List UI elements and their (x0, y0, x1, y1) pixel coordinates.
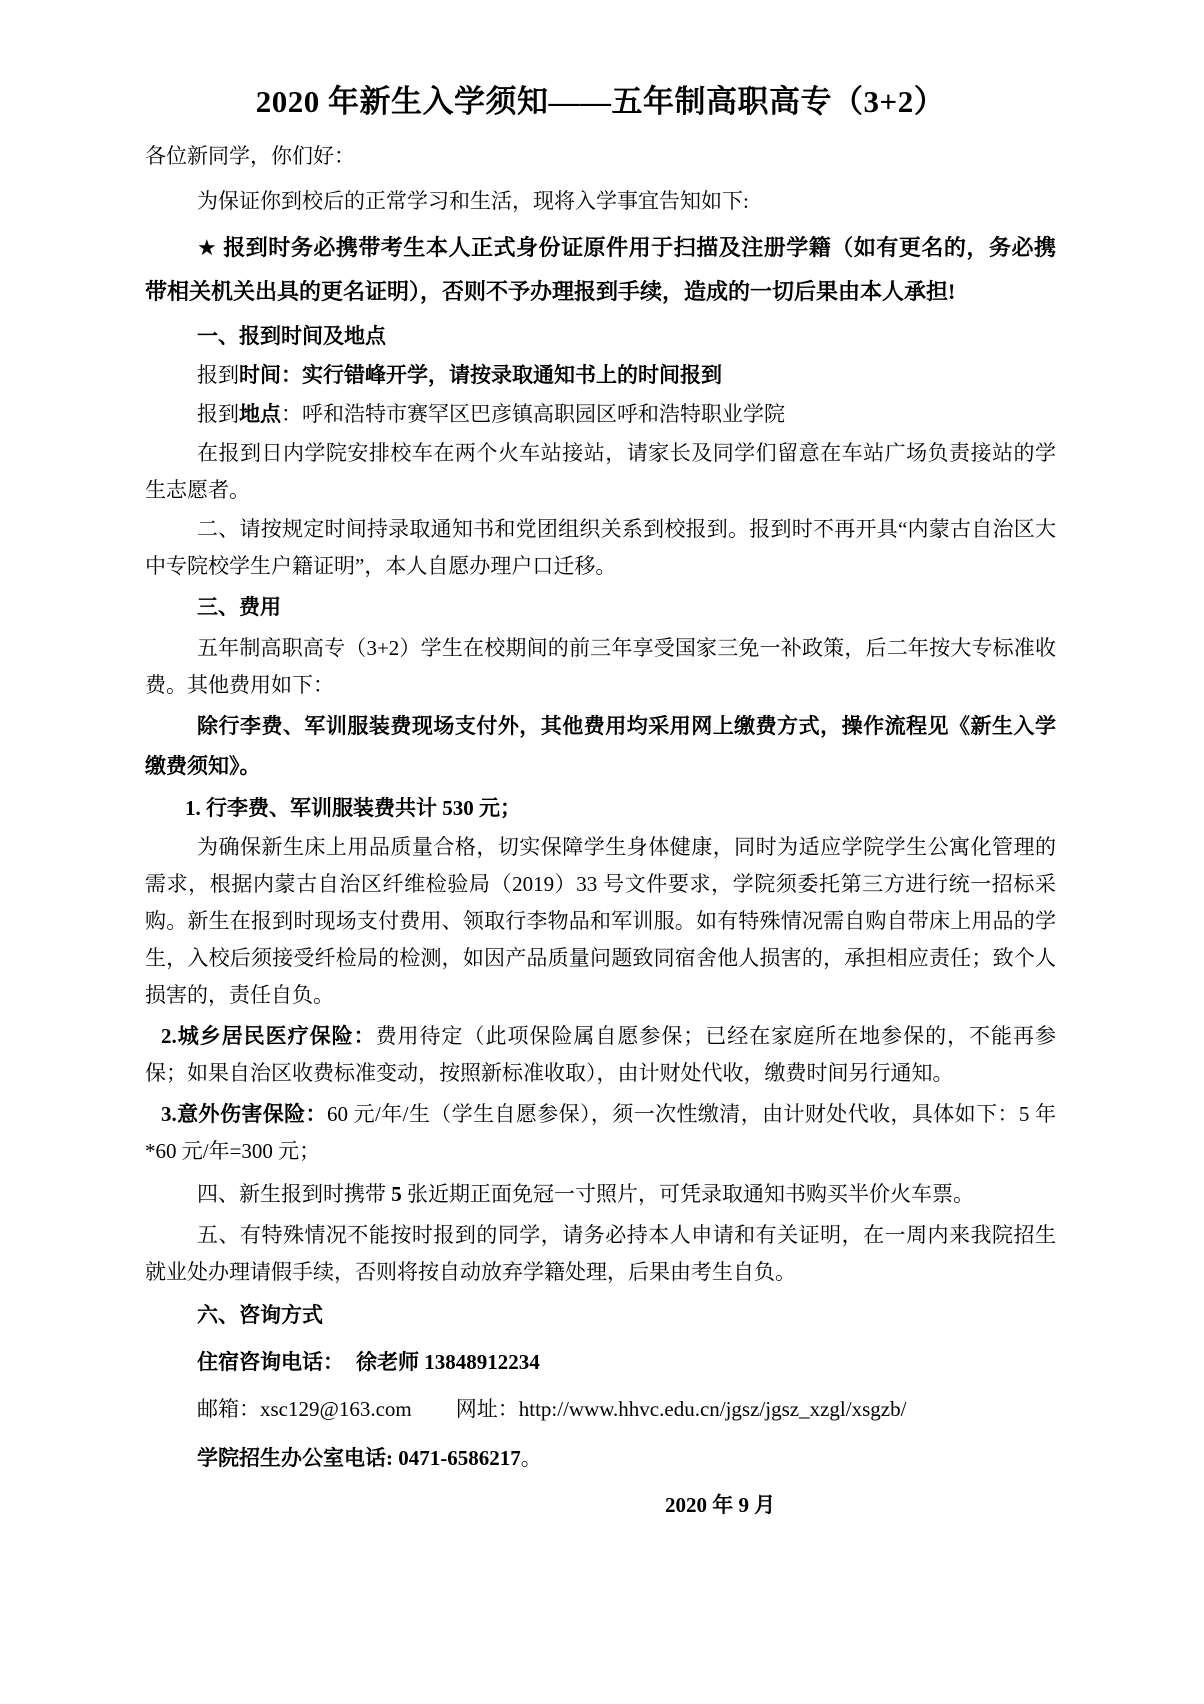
greeting-line: 各位新同学，你们好： (145, 144, 355, 168)
fee-item-3-label: 3.意外伤害保险： (161, 1102, 327, 1126)
section-4-prefix: 四、新生报到时携带 (197, 1182, 392, 1206)
report-place-line (145, 396, 1056, 433)
section-3-heading: 三、费用 (197, 595, 281, 619)
website-url[interactable]: http://www.hhvc.edu.cn/jgsz/jgsz_xzgl/xsgzb/ (518, 1397, 907, 1421)
intro-paragraph: 为保证你到校后的正常学习和生活，现将入学事宜告知如下: (197, 189, 749, 213)
website-label: 网址： (455, 1397, 519, 1421)
shuttle-paragraph: 在报到日内学院安排校车在两个火车站接站，请家长及同学们留意在车站广场负责接站的学生志愿者。 (145, 441, 1056, 502)
fee-item-1-detail: 为确保新生床上用品质量合格，切实保障学生身体健康，同时为适应学院学生公寓化管理的需求，根据内蒙古自治区纤维检验局（2019）33 号文件要求，学院须委托第三方进行统一招标采购。新生在报到时现场支付费用、领取行李物品和军训服。如有特殊情况需自购自带床上用品的学生，入校后须接受纤检局的检测，如因产品质量问题致同宿舍他人损害的，承担相应责任；致个人损害的，责任自负。 (145, 835, 1056, 1007)
document-title: 2020 年新生入学须知——五年制高职高专（3+2） (255, 84, 946, 119)
section-4-suffix: 张近期正面免冠一寸照片，可凭录取通知书购买半价火车票。 (401, 1182, 974, 1206)
date-line: 2020 年 9 月 (665, 1493, 776, 1517)
report-place-label: 地点 (239, 402, 281, 426)
section-1-heading: 一、报到时间及地点 (197, 324, 386, 348)
fee-item-2-text: 费用待定（此项保险属自愿参保；已经在家庭所在地参保的，不能再参保；如果自治区收费标准变动，按照新标准收取），由计财处代收，缴费时间另行通知。 (145, 1024, 1056, 1085)
dorm-phone-label: 住宿咨询电话： (197, 1350, 344, 1374)
report-time-line (145, 357, 1056, 394)
email-address[interactable]: xsc129@163.com (260, 1397, 412, 1421)
email-label: 邮箱： (197, 1397, 260, 1421)
section-4-paragraph (145, 1176, 1056, 1213)
report-place-prefix: 报到 (197, 402, 239, 426)
star-notice-paragraph: ★ 报到时务必携带考生本人正式身份证原件用于扫描及注册学籍（如有更名的，务必携带相关机关出具的更名证明），否则不予办理报到手续，造成的一切后果由本人承担! (145, 235, 1056, 304)
fee-item-2 (145, 1018, 1056, 1092)
dorm-contact-line (145, 1344, 1056, 1381)
email-website-line (145, 1391, 1056, 1428)
fees-intro-paragraph: 五年制高职高专（3+2）学生在校期间的前三年享受国家三免一补政策，后二年按大专标准收费。其他费用如下： (145, 636, 1056, 697)
dorm-phone-value: 徐老师 13848912234 (356, 1350, 540, 1374)
section-5-paragraph: 五、有特殊情况不能按时报到的同学，请务必持本人申请和有关证明，在一周内来我院招生就业处办理请假手续，否则将按自动放弃学籍处理，后果由考生自负。 (145, 1223, 1056, 1284)
report-time-label: 时间 (239, 363, 281, 387)
section-6-heading: 六、咨询方式 (197, 1303, 323, 1327)
section-2-paragraph: 二、请按规定时间持录取通知书和党团组织关系到校报到。报到时不再开具“内蒙古自治区大中专院校学生户籍证明”，本人自愿办理户口迁移。 (145, 517, 1056, 578)
office-phone-value: 0471-6586217 (393, 1446, 521, 1470)
office-phone-line (145, 1440, 1056, 1477)
photo-count: 5 (391, 1182, 402, 1206)
fee-item-3-text: 60 元/年/生（学生自愿参保），须一次性缴清，由计财处代收，具体如下：5 年*60 元/年=300 元； (145, 1102, 1057, 1163)
report-time-value: ：实行错峰开学，请按录取通知书上的时间报到 (281, 363, 722, 387)
report-place-value: ：呼和浩特市赛罕区巴彦镇高职园区呼和浩特职业学院 (281, 402, 785, 426)
fee-item-3 (145, 1096, 1056, 1170)
fee-item-2-label: 2.城乡居民医疗保险： (161, 1024, 376, 1048)
online-payment-notice: 除行李费、军训服装费现场支付外，其他费用均采用网上缴费方式，操作流程见《新生入学缴费须知》。 (145, 714, 1056, 778)
office-phone-label: 学院招生办公室电话: (197, 1446, 393, 1470)
fee-item-1-title: 1. 行李费、军训服装费共计 530 元； (185, 796, 521, 820)
report-time-prefix: 报到 (197, 363, 239, 387)
office-phone-suffix: 。 (520, 1446, 542, 1470)
